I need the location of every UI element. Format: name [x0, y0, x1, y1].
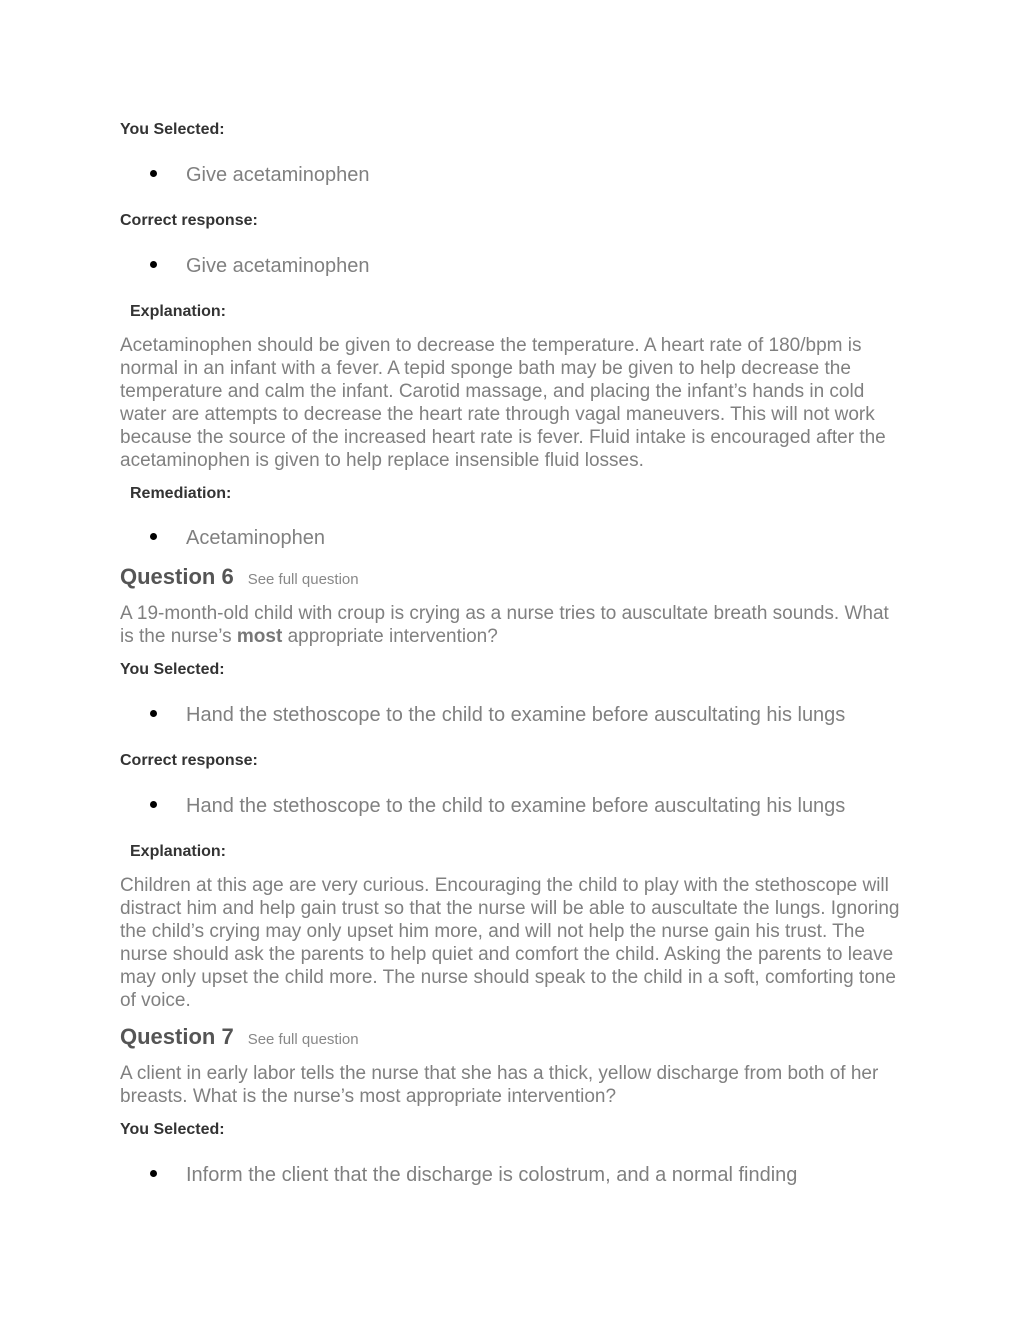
- see-full-question-link[interactable]: See full question: [247, 571, 359, 588]
- bullet-icon: [150, 710, 157, 717]
- you-selected-label: You Selected:: [120, 1121, 225, 1138]
- question-title: Question 7: [120, 1024, 234, 1049]
- list-item: [120, 794, 900, 818]
- you-selected-label: You Selected:: [120, 661, 225, 678]
- emphasis-text: most: [236, 626, 283, 647]
- see-full-question-link[interactable]: See full question: [247, 1031, 359, 1048]
- correct-response-label: Correct response:: [120, 212, 258, 229]
- question-title: Question 6: [120, 564, 234, 589]
- correct-answer: Hand the stethoscope to the child to examine before auscultating his lungs: [186, 795, 846, 817]
- selected-answer: Inform the client that the discharge is colostrum, and a normal finding: [186, 1164, 798, 1186]
- correct-response-label: Correct response:: [120, 752, 258, 769]
- list-item: [120, 703, 900, 727]
- list-item: [120, 1163, 900, 1187]
- correct-answer: Give acetaminophen: [186, 255, 370, 277]
- bullet-icon: [150, 261, 157, 268]
- explanation-label: Explanation:: [130, 843, 227, 860]
- question-text: A 19-month-old child with croup is crying as a nurse tries to auscultate breath sounds. What is the nurse’s most appropriate intervention?: [120, 603, 889, 647]
- remediation-label: Remediation:: [130, 485, 232, 502]
- list-item: [120, 254, 900, 278]
- you-selected-label: You Selected:: [120, 121, 225, 138]
- remediation-item: Acetaminophen: [186, 527, 325, 549]
- explanation-text: Children at this age are very curious. Encouraging the child to play with the stethoscope will distract him and help gain trust so that the nurse will be able to auscultate the lungs. Ignoring the child’s crying may only upset him more, and will not help the nurse gain his trust. The nurse should ask the parents to help quiet and comfort the child. Asking the parents to leave may only upset the child more. The nurse should speak to the child in a soft, comforting tone of voice.: [120, 875, 900, 1011]
- selected-answer: Hand the stethoscope to the child to examine before auscultating his lungs: [186, 704, 846, 726]
- question-header: [120, 1024, 359, 1050]
- bullet-icon: [150, 533, 157, 540]
- question-header: [120, 564, 359, 590]
- list-item: [120, 163, 900, 187]
- explanation-text: Acetaminophen should be given to decrease the temperature. A heart rate of 180/bpm is normal in an infant with a fever. A tepid sponge bath may be given to help decrease the temperature and calm the infant. Carotid massage, and placing the infant’s hands in cold water are attempts to decrease the heart rate through vagal maneuvers. This will not work because the source of the increased heart rate is fever. Fluid intake is encouraged after the acetaminophen is given to help replace insensible fluid losses.: [120, 335, 886, 471]
- selected-answer: Give acetaminophen: [186, 164, 370, 186]
- question-text: A client in early labor tells the nurse that she has a thick, yellow discharge from both of her breasts. What is the nurse’s most appropriate intervention?: [120, 1063, 879, 1107]
- list-item: [120, 526, 900, 550]
- bullet-icon: [150, 170, 157, 177]
- bullet-icon: [150, 801, 157, 808]
- explanation-label: Explanation:: [130, 303, 227, 320]
- bullet-icon: [150, 1170, 157, 1177]
